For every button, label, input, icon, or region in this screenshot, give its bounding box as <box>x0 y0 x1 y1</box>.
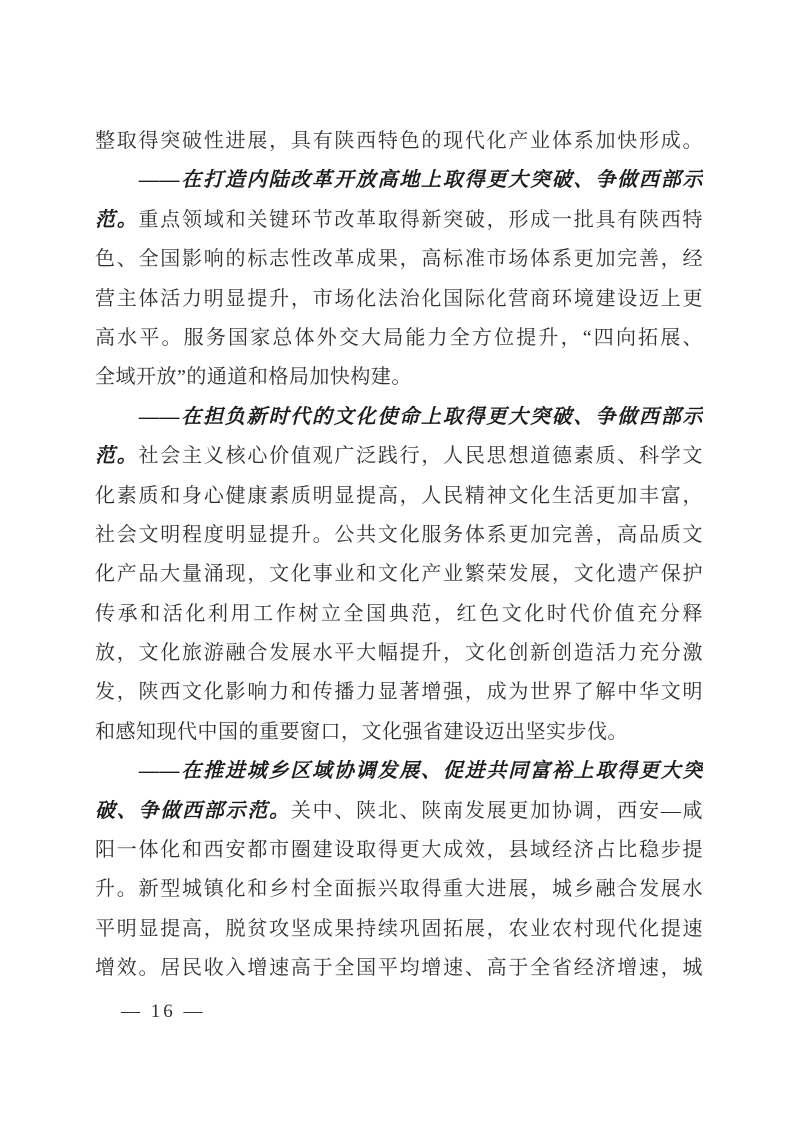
body-text: 全域开放”的通道和格局加快构建。 <box>95 366 412 389</box>
text-line <box>95 477 703 516</box>
emphasis-text: ——在打造内陆改革开放高地上取得更大突破、争做西部示 <box>139 169 703 192</box>
text-line <box>95 752 703 791</box>
text-line <box>95 673 703 712</box>
body-text: 高水平。服务国家总体外交大局能力全方位提升，“四向拓展、 <box>95 326 703 349</box>
emphasis-text: 范。 <box>95 445 139 468</box>
body-text: 放，文化旅游融合发展水平大幅提升，文化创新创造活力充分激 <box>95 642 703 665</box>
text-line <box>95 319 703 358</box>
body-text: 整取得突破性进展，具有陕西特色的现代化产业体系加快形成。 <box>95 130 703 152</box>
emphasis-text: 破、争做西部示范。 <box>95 799 291 822</box>
text-line <box>95 122 703 161</box>
body-text: 阳一体化和西安都市圈建设取得更大成效，县域经济占比稳步提 <box>95 839 703 862</box>
body-text: 发，陕西文化影响力和传播力显著增强，成为世界了解中华文明 <box>95 681 703 704</box>
text-line <box>95 201 703 240</box>
text-line <box>95 910 703 949</box>
text-line <box>95 280 703 319</box>
emphasis-text: 范。 <box>95 208 139 231</box>
text-line <box>95 516 703 555</box>
body-text: 和感知现代中国的重要窗口，文化强省建设迈出坚实步伐。 <box>95 720 628 743</box>
body-text: 色、全国影响的标志性改革成果，高标准市场体系更加完善，经 <box>95 248 703 271</box>
body-text: 传承和活化利用工作树立全国典范，红色文化时代价值充分释 <box>95 602 703 625</box>
body-text: 化产品大量涌现，文化事业和文化产业繁荣发展，文化遗产保护 <box>95 563 703 586</box>
body-text: 重点领域和关键环节改革取得新突破，形成一批具有陕西特 <box>138 208 703 231</box>
body-text: 社会主义核心价值观广泛践行，人民思想道德素质、科学文 <box>138 445 703 468</box>
text-line <box>95 792 703 831</box>
text-line <box>95 437 703 476</box>
text-line <box>95 949 703 988</box>
text-line <box>95 870 703 909</box>
page-number: — 16 — <box>121 1001 206 1022</box>
emphasis-text: ——在推进城乡区域协调发展、促进共同富裕上取得更大突 <box>139 760 703 783</box>
text-lines <box>95 122 703 989</box>
text-line <box>95 831 703 870</box>
text-line <box>95 634 703 673</box>
text-line <box>95 161 703 200</box>
text-line <box>95 398 703 437</box>
body-text: 化素质和身心健康素质明显提高，人民精神文化生活更加丰富， <box>95 484 703 507</box>
text-line <box>95 240 703 279</box>
body-text: 社会文明程度明显提升。公共文化服务体系更加完善，高品质文 <box>95 523 703 546</box>
text-line <box>95 713 703 752</box>
body-text: 营主体活力明显提升，市场化法治化国际化营商环境建设迈上更 <box>95 287 703 310</box>
body-text: 升。新型城镇化和乡村全面振兴取得重大进展，城乡融合发展水 <box>95 878 703 901</box>
page-footer <box>121 1000 206 1024</box>
text-line <box>95 358 703 397</box>
text-line <box>95 555 703 594</box>
body-text: 增效。居民收入增速高于全国平均增速、高于全省经济增速，城 <box>95 957 703 980</box>
text-line <box>95 595 703 634</box>
body-text: 平明显提高，脱贫攻坚成果持续巩固拓展，农业农村现代化提速 <box>95 917 703 940</box>
body-text: 关中、陕北、陕南发展更加协调，西安—咸 <box>290 799 703 822</box>
emphasis-text: ——在担负新时代的文化使命上取得更大突破、争做西部示 <box>139 405 703 428</box>
